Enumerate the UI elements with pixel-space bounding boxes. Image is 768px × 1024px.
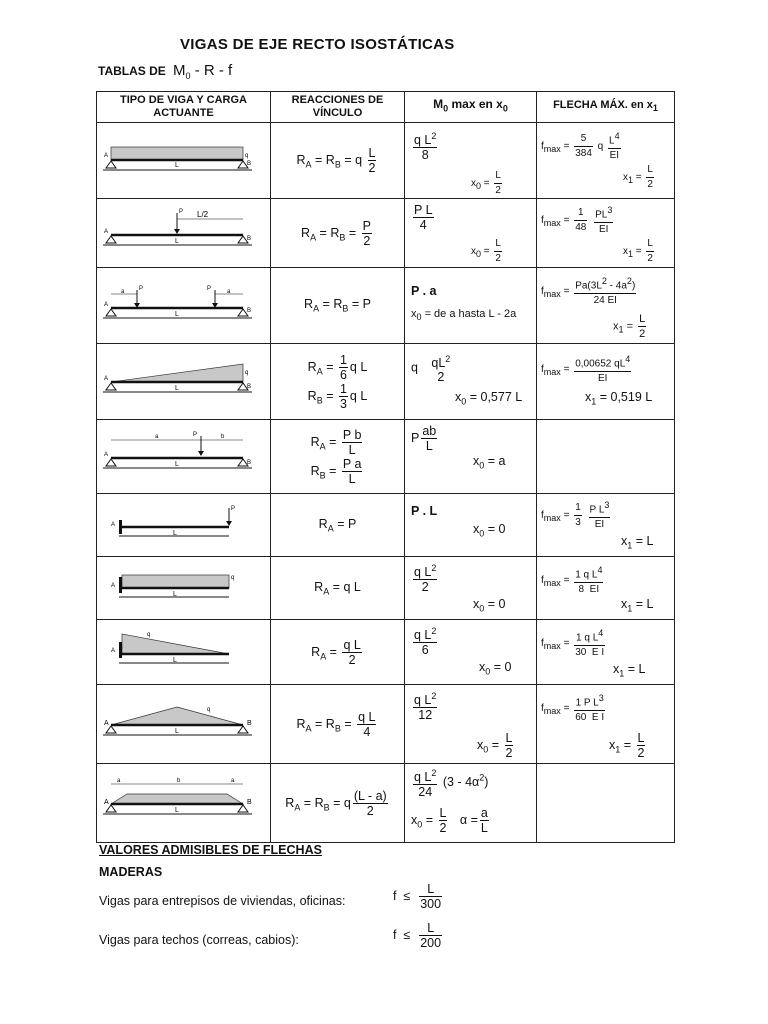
svg-text:B: B bbox=[247, 384, 252, 390]
svg-text:B: B bbox=[247, 460, 252, 466]
limit-label-entrepisos: Vigas para entrepisos de viviendas, oficinas: bbox=[99, 894, 346, 908]
moment-cell: $\frac{q L^2}{6}$ $x_0 = 0$ bbox=[405, 620, 537, 685]
moment-cell: $\frac{q L^2}{12}$ $x_0$ = $\frac{L}{2}$ bbox=[405, 685, 537, 764]
limit-value-techos: f ≤ $\frac{L}{200}$ bbox=[393, 921, 442, 950]
svg-text:P: P bbox=[207, 286, 212, 292]
svg-text:L/2: L/2 bbox=[197, 210, 209, 219]
deflection-cell bbox=[537, 420, 675, 494]
beam-diagram-udl-simple bbox=[97, 123, 271, 199]
deflection-cell: $f_{max}$ = $\frac{1}{48}$ $\frac{PL^3}{EI}$ $x_1$ = $\frac{L}{2}$ bbox=[537, 199, 675, 268]
svg-text:A: A bbox=[104, 720, 109, 727]
svg-text:A: A bbox=[111, 522, 116, 528]
beam-diagram-cantilever-udl bbox=[97, 557, 271, 620]
svg-text:L: L bbox=[175, 461, 179, 468]
table-row bbox=[97, 123, 675, 199]
svg-text:A: A bbox=[111, 583, 116, 589]
deflection-cell: $f_{max}$ = $\frac{1 q L^4}{8 EI}$ $x_1 = L$ bbox=[537, 557, 675, 620]
reaction-cell: $R_A$ = $\frac{1}{6}$ q L $R_B$ = $\frac{1}{3}$ q L bbox=[271, 344, 405, 420]
svg-text:L: L bbox=[173, 591, 177, 598]
svg-text:a: a bbox=[227, 289, 231, 295]
moment-value: P . L bbox=[411, 504, 438, 518]
moment-cell: P . L $x_0 = 0$ bbox=[405, 494, 537, 557]
svg-text:P: P bbox=[139, 286, 144, 292]
beam-diagram-triangular-load bbox=[97, 344, 271, 420]
svg-text:P: P bbox=[179, 209, 184, 215]
deflection-cell: $f_{max}$ = $\frac{1 P L^3}{\text{60 E I}}$ $x_1$ = $\frac{L}{2}$ bbox=[537, 685, 675, 764]
subtitle-formula: $M_0$ - R - f bbox=[173, 62, 233, 81]
page-subtitle bbox=[98, 62, 232, 81]
reaction-cell: $R_A = R_B = q$ $\frac{(L - a)}{2}$ bbox=[271, 764, 405, 843]
beam-diagram-eccentric-point bbox=[97, 420, 271, 494]
svg-text:L: L bbox=[175, 162, 179, 169]
deflection-cell: $f_{max}$ = $\frac{5}{384}$ q $\frac{L^4}{EI}$ $x_1$ = $\frac{L}{2}$ bbox=[537, 123, 675, 199]
svg-text:L: L bbox=[175, 385, 179, 392]
beam-diagram-trapezoidal bbox=[97, 764, 271, 843]
beam-diagram-point-center bbox=[97, 199, 271, 268]
beam-diagram-cantilever-triangular bbox=[97, 620, 271, 685]
svg-text:a: a bbox=[121, 289, 125, 295]
svg-text:A: A bbox=[104, 229, 109, 235]
svg-text:A: A bbox=[104, 302, 109, 308]
svg-text:L: L bbox=[173, 530, 177, 537]
page-title: VIGAS DE EJE RECTO ISOSTÁTICAS bbox=[180, 36, 455, 53]
svg-text:B: B bbox=[247, 799, 252, 806]
svg-text:L: L bbox=[175, 311, 179, 318]
svg-text:q: q bbox=[245, 370, 249, 376]
table-row bbox=[97, 620, 675, 685]
svg-text:q: q bbox=[207, 707, 211, 713]
deflection-cell: $f_{max}$ = $\frac{1}{3}$ $\frac{P L^3}{EI}$ $x_1 = L$ bbox=[537, 494, 675, 557]
table-row bbox=[97, 685, 675, 764]
svg-text:b: b bbox=[177, 778, 181, 784]
reaction-cell: $R_A$ = $\frac{\text{q L}}{2}$ bbox=[271, 620, 405, 685]
svg-text:b: b bbox=[221, 434, 225, 440]
beam-diagram-cantilever-point bbox=[97, 494, 271, 557]
svg-text:P: P bbox=[193, 432, 198, 438]
limit-label-techos: Vigas para techos (correas, cabios): bbox=[99, 933, 299, 947]
svg-text:L: L bbox=[175, 807, 179, 814]
svg-text:a: a bbox=[231, 778, 235, 784]
moment-cell: P $\frac{ab}{L}$ $x_0 = a$ bbox=[405, 420, 537, 494]
svg-text:A: A bbox=[104, 452, 109, 458]
moment-value: P . a bbox=[411, 284, 437, 298]
moment-cell: $\frac{q L^2}{2}$ $x_0 = 0$ bbox=[405, 557, 537, 620]
svg-text:A: A bbox=[104, 799, 109, 806]
svg-text:L: L bbox=[175, 728, 179, 735]
deflection-cell: $f_{max}$ = $\frac{Pa(3L^2 - 4a^2)}{24 EI}$ $x_1$ = $\frac{L}{2}$ bbox=[537, 268, 675, 344]
table-row bbox=[97, 764, 675, 843]
svg-text:q: q bbox=[231, 575, 235, 581]
reaction-cell: $R_A = R_B$ = $\frac{\text{q L}}{4}$ bbox=[271, 685, 405, 764]
svg-text:a: a bbox=[117, 778, 121, 784]
table-row bbox=[97, 199, 675, 268]
reaction-cell: $R_A = P$ bbox=[271, 494, 405, 557]
svg-text:B: B bbox=[247, 308, 252, 314]
moment-cell: $\frac{\text{P L}}{4}$ $x_0$ = $\frac{L}{2}$ bbox=[405, 199, 537, 268]
svg-text:q: q bbox=[147, 632, 151, 638]
deflection-cell: $f_{max}$ = $\frac{0,00652 qL^4}{EI}$ $x_1 = 0,519$ L bbox=[537, 344, 675, 420]
limit-value-entrepisos: f ≤ $\frac{L}{300}$ bbox=[393, 882, 442, 911]
reaction-cell: $R_A = R_B = q$ $\frac{L}{2}$ bbox=[271, 123, 405, 199]
moment-cell: q $qL^2$ 2 $x_0 = 0,577$ L bbox=[405, 344, 537, 420]
table-row bbox=[97, 420, 675, 494]
moment-cell: P . a $x_0$ = de a hasta L - 2a bbox=[405, 268, 537, 344]
deflection-cell: $f_{max}$ = $\frac{1 q L^4}{\text{30 E I}}$ $x_1 = L$ bbox=[537, 620, 675, 685]
table-row bbox=[97, 494, 675, 557]
svg-text:L: L bbox=[175, 238, 179, 245]
table-row bbox=[97, 268, 675, 344]
reaction-cell: $R_A = q$ L bbox=[271, 557, 405, 620]
svg-text:B: B bbox=[247, 236, 252, 242]
reaction-cell: $R_A$ = $\frac{\text{P b}}{L}$ $R_B$ = $\frac{\text{P a}}{L}$ bbox=[271, 420, 405, 494]
subtitle-prefix: TABLAS DE bbox=[98, 64, 166, 78]
deflection-cell bbox=[537, 764, 675, 843]
svg-text:A: A bbox=[111, 648, 116, 654]
moment-cell: $\frac{q L^2}{24}$ $(3 - 4\alpha^2)$ $x_0$ = $\frac{L}{2}$ α = $\frac{a}{L}$ bbox=[405, 764, 537, 843]
moment-cell: $\frac{q L^2}{8}$ $x_0$ = $\frac{L}{2}$ bbox=[405, 123, 537, 199]
table-row bbox=[97, 557, 675, 620]
beam-diagram-symmetric-triangular bbox=[97, 685, 271, 764]
header-reacciones: REACCIONES DE VÍNCULO bbox=[271, 92, 405, 123]
svg-text:q: q bbox=[245, 153, 249, 159]
material-heading: MADERAS bbox=[99, 865, 163, 879]
header-tipo-viga: TIPO DE VIGA Y CARGA ACTUANTE bbox=[97, 92, 271, 123]
svg-text:A: A bbox=[104, 153, 109, 159]
svg-text:B: B bbox=[247, 161, 252, 167]
reaction-cell: $R_A = R_B = P$ bbox=[271, 268, 405, 344]
svg-text:A: A bbox=[104, 376, 109, 382]
beam-diagram-two-point-loads bbox=[97, 268, 271, 344]
svg-text:P: P bbox=[231, 506, 236, 512]
svg-text:B: B bbox=[247, 720, 252, 727]
formulas-table bbox=[96, 91, 675, 843]
svg-text:L: L bbox=[173, 657, 177, 664]
reaction-cell: $R_A = R_B$ = $\frac{P}{2}$ bbox=[271, 199, 405, 268]
header-momento: $M_0$ max en $x_0$ bbox=[405, 92, 537, 123]
svg-text:a: a bbox=[155, 434, 159, 440]
table-row bbox=[97, 344, 675, 420]
header-flecha: FLECHA MÁX. en $x_1$ bbox=[537, 92, 675, 123]
admissible-deflections-heading: VALORES ADMISIBLES DE FLECHAS bbox=[99, 843, 322, 857]
